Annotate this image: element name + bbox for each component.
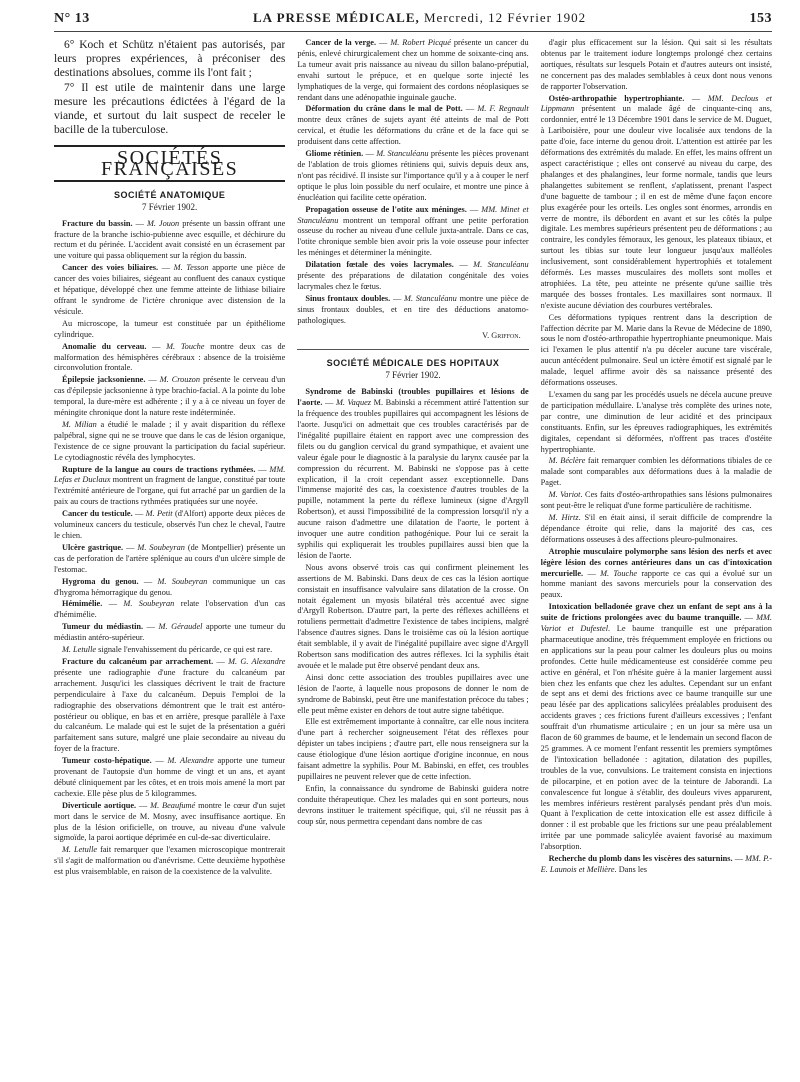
entry-text: . S'il en était ainsi, il serait difficile de comprendre la dépendance étroite qui relie, dans la majorité des cas, ces déformations osseuses à des affections pleuro-pulmonaires. — [540, 512, 772, 544]
entry-author: MM. Variot et Dufestel — [540, 613, 772, 634]
entry-heading: Hygroma du genou. — [62, 576, 139, 586]
entry-text: présente des préparations de dilatation congénitale des voies lacrymales chez le fœtus. — [297, 271, 529, 291]
entry-text: Ces déformations typiques rentrent dans la description de l'affection décrite par M. Marie dans la Revue de Médecine de 1890, sous le nom d'ostéo-arthropathie hypertrophiante pneumonique. Mais ici l'examen le plus attentif n'a pu déceler aucune tare viscérale, aucun antécédent pulmonaire. Seul un ictère émotif est signalé par le malade, lequel affirme avoir dès sa naissance présenté des déformations osseuses. — [540, 312, 772, 388]
entry-heading: Cancer des voies biliaires. — [62, 263, 159, 273]
section-title: SOCIÉTÉS FRANÇAISES — [54, 145, 285, 182]
column-3 — [541, 38, 772, 1078]
entry-paragraph: Atrophie musculaire polymorphe sans lésion des nerfs et avec légère lésion des cornes antérieures dans un cas d'intoxication mercurielle. — M. Touche rapporte ce cas qui a évolué sur un homme maniant des savons mercuriels pour la conservation des peaux. — [540, 546, 772, 600]
column-2 — [297, 38, 528, 1078]
entry-text: montrent un temporal offrant une petite perforation osseuse du rocher au niveau d'une cellule juxta-antrale. Dans ce cas, l'otite chronique semble bien avoir pris la voie osseuse pour infecter les méninges et déterminer la méningite. — [297, 215, 529, 258]
signature: V. Griffon. — [482, 330, 521, 340]
entry-list — [54, 219, 285, 878]
entry-paragraph — [541, 390, 772, 455]
entry-text: présente le cerveau d'un cas d'épilepsie jacksonienne à type brachio-facial. A la pointe du lobe temporal, la dure-mère est adhérente ; il y a à ce niveau un foyer de méningite chronique dont la nature reste indéterminée. — [54, 375, 286, 418]
columns — [54, 38, 772, 1078]
entry-text: relate l'observation d'un cas d'hémimélie. — [54, 599, 286, 620]
entry-text: signale l'envahissement du péricarde, ce qui est rare. — [96, 645, 273, 655]
entry-author: M. Soubeyran — [123, 599, 175, 609]
entry-paragraph: Propagation osseuse de l'otite aux méninges. — MM. Minet et Stanculéanu montrent un temporal offrant une petite perforation osseuse du rocher au niveau d'une cellule juxta-antrale. Dans ce cas, l'otite chronique semble bien avoir pris la voie osseuse pour infecter les méninges et déterminer la méningite. — [297, 204, 529, 258]
entry-text: rapporte ce cas qui a évolué sur un homme maniant des savons mercuriels pour la conservation des peaux. — [540, 568, 772, 600]
entry-text: communique un cas d'hygroma hémorragique du genou. — [54, 576, 286, 597]
entry-heading: Atrophie musculaire polymorphe sans lésion des nerfs et avec légère lésion des cornes antérieures dans un cas d'intoxication mercurielle. — [540, 546, 772, 578]
journal-title — [253, 10, 586, 26]
entry-text: d'agir plus efficacement sur la lésion. Qui sait si les résultats obtenus par le traitement iodure longtemps prolongé chez certains aortiques, résultats sur lesquels Potain et d'autres auteurs ont insisté, ne concernent pas des malades semblables à ceux dont nous venons de rapporter l'observation. — [540, 38, 772, 91]
entry-paragraph: Ulcère gastrique. — M. Soubeyran (de Montpellier) présente un cas de perforation de l'artère splénique au cours d'un ulcère simple de l'estomac. — [54, 542, 286, 574]
entry-text: montre deux cas de malformation des hémisphères cérébraux : absence de la troisième circonvolution frontale. — [54, 341, 286, 373]
entry-text: apporte une pièce de cancer des voies biliaires, siégeant au confluent des canaux cystique et hépatique, développé chez une femme atteinte de lithiase biliaire offrant le syndrome de l'ictère chronique avec distension de la vésicule. — [54, 263, 286, 316]
entry-text: fait remarquer que l'examen microscopique montrerait s'il s'agit de malformation ou d'anévrisme. Cette deuxième hypothèse est plus vraisemblable, en raison de la coexistence de la valvulite. — [54, 845, 286, 877]
entry-text: fait remarquer combien les déformations tibiales de ce malade sont comparables aux déformations dues à la maladie de Paget. — [540, 456, 772, 488]
entry-paragraph — [541, 490, 772, 512]
entry-paragraph: Diverticule aortique. — M. Beaufumé montre le cœur d'un sujet mort dans le service de M. Mosny, avec insuffisance aortique. En plus de la lésion orificielle, on trouve, au niveau d'une valvule sigmoïde, la paroi aortique déprimée en cul-de-sac diverticulaire. — [54, 800, 286, 843]
entry-paragraph: Syndrome de Babinski (troubles pupillaires et lésions de l'aorte. — M. Vaquez M. Babinski a récemment attiré l'attention sur la fréquence des troubles pupillaires qui accompagnent les lésions de l'aorte. Jusqu'ici on admettait que ces troubles caractérisés par de l'inégalité pupillaire étaient en rapport avec une compression des filets ou du ganglion cervical du grand sympathique, et avaient une valeur égale pour le diagnostic à la paralysie du larynx causée par la compression du récurrent. M. Babinski ne s'oppose pas à cette explication, il la croit cependant assez exceptionnelle. Dans l'immense majorité des cas, la coexistence d'autres troubles de la pupille, notamment la perte du réflexe lumineux (signe d'Argyll Robertson), et aussi l'impossibilité de la compression lorsqu'il n'y a aucune raison d'admettre une dilatation de l'aorte, le portent à invoquer une autre condition pathogénique. Pour lui ce serait la syphilis qui expliquerait les troubles pupillaires aussi bien que la lésion de l'aorte. — [297, 387, 529, 560]
entry-heading: Ulcère gastrique. — [62, 542, 124, 552]
entry-text: a étudié le malade ; il y avait disparition du réflexe palpébral, signe qui ne se trouve que dans le cas de lésion organique, l'existence de ce signe prouvant la participation du facial supérieur. Le cytodiagnostic révéla des lymphocytes. — [54, 419, 286, 462]
entry-text: apporte une tumeur provenant de l'autopsie d'un homme de vingt et un ans, et ayant débuté cliniquement par les côtes, et en trois mois amené la mort par cachexie. Elle pèse plus de 5 kilogrammes. — [54, 756, 286, 798]
entry-paragraph — [541, 513, 772, 546]
entry-heading: Syndrome de Babinski (troubles pupillaires et lésions de l'aorte. — [297, 387, 529, 408]
entry-text: (d'Alfort) apporte deux pièces de volumineux cancers du testicule, observés l'un chez le cheval, l'autre le chien. — [54, 509, 286, 540]
entry-author: M. Hirtz — [548, 512, 579, 522]
entry-heading: Fracture du calcanéum par arrachement. — [62, 656, 214, 666]
entry-text: Ainsi donc cette association des troubles pupillaires avec une lésion de l'aorte, à laquelle nous proposons de donner le nom de syndrome de Babinski, peut être une manifestation précoce du tabes ; elle peut même exister en dehors de tout autre signe tabétique. — [297, 672, 529, 715]
entry-text: apporte une tumeur du médiastin antéro-supérieur. — [54, 622, 286, 643]
entry-paragraph — [54, 845, 285, 878]
entry-heading: Gliome rétinien. — [305, 149, 364, 159]
entry-text: montre deux crânes de sujets ayant été atteints de mal de Pott cervical, et étudie les déformations du crâne et de la face qui se produisent dans cette affection. — [297, 115, 529, 147]
entry-heading: Tumeur du médiastin. — [62, 622, 144, 632]
entry-paragraph: Dilatation fœtale des voies lacrymales. — M. Stanculéanu présente des préparations de dilatation congénitale des voies lacrymales chez le fœtus. — [297, 260, 529, 291]
entry-paragraph — [297, 563, 528, 672]
entry-heading: Intoxication belladonée grave chez un enfant de sept ans à la suite de frictions prolongées avec du baume tranquille. — [540, 602, 772, 623]
entry-author: M. Touche — [166, 341, 205, 351]
entry-paragraph: Cancer de la verge. — M. Robert Picqué présente un cancer du pénis, enlevé chirurgicalement chez un homme de soixante-cinq ans. La tumeur avait pris naissance au niveau du sillon balano-préputial, envahi surtout le prépuce, et en quelque sorte injecté les lymphatiques de la verge, qui formaient des cordons néoplasiques se rendant dans une adénopathie inguinale gauche. — [297, 38, 529, 102]
entry-author: M. Stanculéanu — [473, 260, 529, 270]
entry-author: M. Stanculéanu — [404, 293, 457, 303]
entry-author: M. Jouon — [146, 218, 180, 228]
entry-paragraph — [54, 645, 285, 656]
entry-paragraph: Tumeur du médiastin. — M. Géraudel apporte une tumeur du médiastin antéro-supérieur. — [54, 622, 286, 643]
entry-paragraph: Déformation du crâne dans le mal de Pott. — M. F. Regnault montre deux crânes de sujets ayant été atteints de mal de Pott cervical, et étudie les déformations du crâne et de la face qui se produisent dans cette affection. — [297, 104, 529, 147]
entry-heading: Dilatation fœtale des voies lacrymales. — [305, 260, 454, 270]
entry-heading: Cancer de la verge. — [305, 38, 377, 47]
entry-text: présentent un malade âgé de cinquante-cinq ans, cordonnier, entré le 13 Décembre 1901 dans le service de M. Duguet, à Lariboisière, pour une douleur vive localisée aux tendons de la patte d'oie, face interne du genou droit. L'attention est attirée par les déformations des extrémités du malade. En effet, les mains offrent un aspect caractéristique ; elles ont conservé au niveau du carpe, des phalanges et des phalangines, leur forme normale, tandis que leurs phalangettes subitement se renflent, s'aplatissent, prenant l'aspect d'une baguette de tambour ; il en est de même d'une façon encore plus exagérée pour les orteils. Les ongles sont énormes, arrondis en verre de montre, ils débordent en avant et sur les côtés la pulpe digitale. Les membres supérieurs présentent peu de déformations ; au contraire, les condyles fémoraux, les genoux, les plateaux tibiaux, et surtout les tibias sur toute leur longueur jusqu'aux malléoles inclusivement, sont considérablement hypertrophiés et totalement déformés. Les masses musculaires des mollets sont molles et atrophiées. La tête, peu atteinte ne présente qu'une saillie très marquée des bosses frontales. Les maxillaires sont normaux. Il n'existe aucune déviation des courbures vertébrales. — [540, 104, 772, 310]
entry-text: présente un cancer du pénis, enlevé chirurgicalement chez un homme de soixante-cinq ans. La tumeur avait pris naissance au niveau du sillon balano-préputial, envahi surtout le prépuce, et en quelque sorte injecté les lymphatiques de la verge, qui formaient des cordons néoplasiques se rendant dans une adénopathie inguinale gauche. — [297, 38, 529, 102]
entry-paragraph: Fracture du calcanéum par arrachement. — M. G. Alexandre présente une radiographie d'une fracture du calcanéum par arrachement. Jusqu'ici les classiques décrivent le trait de fracture perpendiculaire à l'axe du calcanéum. Depuis l'emploi de la radiographie des observations démontrent que le trait est antéro-postérieur ou oblique, en bas et en arrière, presque parallèle à l'axe du calcanéum. Le malade qui est le sujet de la présentation a guéri parfaitement sans suture, malgré une plaie secondaire au niveau du foyer de la fracture. — [54, 656, 286, 754]
entry-text: M. Babinski a récemment attiré l'attention sur la fréquence des troubles pupillaires qui accompagnent les lésions de l'aorte. Jusqu'ici on admettait que ces troubles caractérisés par de l'inégalité pupillaire étaient en rapport avec une compression des filets ou du ganglion cervical du grand sympathique, et avaient une valeur égale pour le diagnostic à la paralysie du larynx causée par la compression du récurrent. M. Babinski ne s'oppose pas à cette explication, il la croit cependant assez exceptionnelle. Dans l'immense majorité des cas, la coexistence d'autres troubles de la pupille, notamment la perte du réflexe lumineux (signe d'Argyll Robertson), et aussi l'impossibilité de la compression lorsqu'il n'y a aucune raison d'admettre une dilatation de l'aorte, le portent à invoquer une autre condition pathogénique. Pour lui ce serait la syphilis qui expliquerait les troubles pupillaires aussi bien que la lésion de l'aorte. — [297, 398, 529, 560]
entry-list — [541, 38, 772, 876]
lead-paragraph: 7° Il est utile de maintenir dans une large mesure les précautions édictées à l'égard de la viande, et surtout du lait suspect de receler le bacille de la tuberculose. — [54, 82, 286, 136]
entry-author: M. Touche — [600, 568, 638, 578]
entry-text: . Dans les — [614, 864, 648, 874]
entry-text: présente les pièces provenant de l'ablation de trois gliomes rétiniens qui, suivis depuis deux ans, n'ont pas récidivé. Il insiste sur l'importance qu'il y a à couper le nerf optique le plus loin possible du nerf oculaire, et montre une pince à énucléation qui facilite cette opération. — [297, 149, 529, 202]
society-date: 7 Février 1902. — [142, 201, 198, 212]
entry-author: M. Béclère — [548, 456, 586, 466]
issue-date: Mercredi, 12 Février 1902 — [424, 10, 587, 25]
entry-text: montre une pièce de sinus frontaux doubles, et en tire des déductions anatomo-pathologiques. — [297, 293, 529, 325]
issue-number: N° 13 — [54, 11, 90, 26]
entry-paragraph — [541, 456, 772, 489]
entry-text: présente un bassin offrant une fracture de la branche ischio-pubienne avec esquille, et déchirure du rectum et du périnée. L'accident avait consisté en un écrasement par une voiture qui passa obliquement sur la région du bassin. — [54, 218, 286, 261]
entry-author: MM. P.-E. Launois et Mellière — [540, 854, 772, 874]
entry-author: M. Milian — [62, 419, 97, 429]
entry-heading: Rupture de la langue au cours de tractions rythmées. — [62, 464, 256, 474]
entry-paragraph: Fracture du bassin. — M. Jouon présente un bassin offrant une fracture de la branche ischio-pubienne avec esquille, et déchirure du rectum et du périnée. L'accident avait consisté en un écrasement par une voiture qui passa obliquement sur la région du bassin. — [54, 218, 286, 261]
entry-paragraph: Ostéo-arthropathie hypertrophiante. — MM. Declous et Lippmann présentent un malade âgé de cinquante-cinq ans, cordonnier, entré le 13 Décembre 1901 dans le service de M. Duguet, à Lariboisière, pour une douleur vive localisée aux tendons de la patte d'oie, face interne du genou droit. L'attention est attirée par les déformations des extrémités du malade. En effet, les mains offrent un aspect caractéristique ; elles ont conservé au niveau du carpe, des phalanges et des phalangines, leur forme normale, tandis que leurs phalangettes subitement se renflent, s'aplatissent, prenant l'aspect d'une baguette de tambour ; il en est de même d'une façon encore plus exagérée pour les orteils. Les ongles sont énormes, arrondis en verre de montre, ils débordent en avant et sur les côtés la pulpe digitale. Les membres supérieurs présentent peu de déformations ; au contraire, les condyles fémoraux, les genoux, les plateaux tibiaux, et surtout les tibias sur toute leur longueur jusqu'aux malléoles inclusivement, sont considérablement hypertrophiés et totalement déformés. Les masses musculaires des mollets sont molles et atrophiées. La tête, peu atteinte ne présente qu'une saillie très marquée des bosses frontales. Les maxillaires sont normaux. Il n'existe aucune déviation des courbures vertébrales. — [540, 93, 772, 310]
page-header — [54, 10, 772, 32]
entry-heading: Propagation osseuse de l'otite aux méninges. — [305, 204, 467, 214]
entry-paragraph: Gliome rétinien. — M. Stanculéanu présente les pièces provenant de l'ablation de trois gliomes rétiniens qui, suivis depuis deux ans, n'ont pas récidivé. Il insiste sur l'importance qu'il y a à couper le nerf optique le plus loin possible du nerf oculaire, et montre une pince à énucléation qui facilite cette opération. — [297, 149, 529, 202]
entry-list — [297, 38, 528, 327]
entry-paragraph — [297, 717, 528, 782]
entry-author: M. Crouzon — [159, 375, 200, 385]
entry-text: présente une radiographie d'une fracture du calcanéum par arrachement. Jusqu'ici les classiques décrivent le trait de fracture perpendiculaire à l'axe du calcanéum. Depuis l'emploi de la radiographie des observations démontrent que le trait est antéro-postérieur ou oblique, en bas et en arrière, presque parallèle à l'axe du calcanéum. Le malade qui est le sujet de la présentation a guéri parfaitement sans suture, malgré une plaie secondaire au niveau du foyer de la fracture. — [54, 667, 286, 754]
entry-paragraph — [54, 420, 285, 464]
entry-author: M. G. Alexandre — [228, 656, 286, 666]
entry-author: M. Robert Picqué — [390, 38, 451, 47]
entry-heading: Ostéo-arthropathie hypertrophiante. — [548, 93, 685, 103]
entry-paragraph: Cancer des voies biliaires. — M. Tesson apporte une pièce de cancer des voies biliaires, siégeant au confluent des canaux cystique et hépatique, développé chez une femme atteinte de lithiase biliaire offrant le syndrome de l'ictère chronique avec distension de la vésicule. — [54, 263, 286, 316]
column-1 — [54, 38, 285, 1078]
entry-heading: Sinus frontaux doubles. — [305, 293, 391, 303]
entry-author: MM. Declous et Lippmann — [540, 93, 772, 114]
entry-heading: Tumeur costo-hépatique. — [62, 756, 152, 766]
entry-heading: Cancer du testicule. — [62, 509, 133, 519]
entry-heading: Diverticule aortique. — [62, 800, 137, 810]
entry-heading: Hémimélie. — [62, 599, 103, 609]
entry-paragraph — [54, 319, 285, 341]
entry-author: M. Petit — [145, 509, 173, 519]
entry-author: M. Beaufumé — [150, 800, 196, 810]
entry-text: . Le baume tranquille est une préparation pharmaceutique anodine, très fréquemment employée en frictions ou en applications sur la peau pour calmer les douleurs plus ou moins profondes. Cette huile médicamenteuse est considérée comme peu active en général, et l'on n'hésite guère à la manier largement aussi bien chez les enfants que chez les adultes. Cependant sur un enfant de sept ans et demi des frictions avec ce baume tranquille sur une peau lésée par des applications salicylées préalables produisent des accidents graves ; ces frictions furent d'ailleurs excessives ; l'enfant souffrait d'un rhumatisme articulaire ; en un jour sa mère usa un flacon de 60 grammes de baume, et le lendemain un second flacon de 25 grammes. A ce moment l'enfant ressentit les premiers symptômes de l'intoxication belladonée : agitation, dilatation des pupilles, troubles de la vue, convulsions. Le traitement consista en injections de pilocarpine, et en potion avec de la teinture de Jaborandi. La convalescence fut longue à s'établir, des douleurs vives apparurent, les membres inférieurs restèrent paralysés pendant près d'un mois. Quant à l'explication de cette intoxication elle est assez difficile à donner : il est probable que les frictions sur une peau préalablement irritée par une pommade salicylée avaient favorisé au maximum l'absorption. — [540, 624, 772, 852]
entry-paragraph — [541, 38, 772, 93]
entry-author: M. Variot — [548, 490, 581, 500]
society-name: SOCIÉTÉ MÉDICALE DES HOPITAUX — [326, 358, 500, 369]
entry-paragraph: Hémimélie. — M. Soubeyran relate l'observation d'un cas d'hémimélie. — [54, 599, 286, 620]
entry-author: M. Letulle — [62, 645, 97, 655]
entry-text: (de Montpellier) présente un cas de perforation de l'artère splénique au cours d'un ulcère simple de l'estomac. — [54, 542, 286, 574]
entry-paragraph: Cancer du testicule. — M. Petit (d'Alfort) apporte deux pièces de volumineux cancers du testicule, observés l'un chez le cheval, l'autre le chien. — [54, 509, 286, 540]
entry-paragraph: Intoxication belladonée grave chez un enfant de sept ans à la suite de frictions prolongées avec du baume tranquille. — MM. Variot et Dufestel. Le baume tranquille est une préparation pharmaceutique anodine, très fréquemment employée en frictions ou en applications sur la peau pour calmer les douleurs plus ou moins profondes. Cette huile médicamenteuse est considérée comme peu active en général, et l'on n'hésite guère à la manier largement aussi bien chez les enfants que chez les adultes. Cependant sur un enfant de sept ans et demi des frictions avec ce baume tranquille sur une peau lésée par des applications salicylées préalables produisent des accidents graves ; ces frictions furent d'ailleurs excessives ; l'enfant souffrait d'un rhumatisme articulaire ; en un jour sa mère usa un flacon de 60 grammes de baume, et le lendemain un second flacon de 25 grammes. A ce moment l'enfant ressentit les premiers symptômes de l'intoxication belladonée : agitation, dilatation des pupilles, troubles de la vue, convulsions. Le traitement consista en injections de pilocarpine, et en potion avec de la teinture de Jaborandi. La convalescence fut longue à s'établir, des douleurs vives apparurent, les membres inférieurs restèrent paralysés pendant près d'un mois. Quant à l'explication de cette intoxication elle est assez difficile à donner : il est probable que les frictions sur une peau préalablement irritée par une pommade salicylée avaient favorisé au maximum l'absorption. — [540, 602, 772, 852]
entry-heading: Fracture du bassin. — [62, 218, 133, 228]
entry-paragraph: Rupture de la langue au cours de tractions rythmées. — MM. Lefas et Duclaux montrent un fragment de langue, constitué par toute l'extrémité antérieure de l'organe, qui fut arraché par un gardien de la paix au cours de tractions rythmées pratiquées sur une noyée. — [54, 464, 286, 507]
society-name: SOCIÉTÉ ANATOMIQUE — [113, 189, 226, 200]
entry-paragraph: Épilepsie jacksonienne. — M. Crouzon présente le cerveau d'un cas d'épilepsie jacksonienne à type brachio-facial. A la pointe du lobe temporal, la dure-mère est adhérente ; il y a à ce niveau un foyer de méningite chronique dont la nature reste indéterminée. — [54, 375, 286, 418]
entry-heading: Anomalie du cerveau. — [62, 341, 147, 351]
entry-paragraph: Hygroma du genou. — M. Soubeyran communique un cas d'hygroma hémorragique du genou. — [54, 576, 286, 597]
entry-author: M. Géraudel — [158, 622, 203, 632]
entry-text: montrent un fragment de langue, constitué par toute l'extrémité antérieure de l'organe, qui fut arraché par un gardien de la paix au cours de tractions rythmées pratiquées sur une noyée. — [54, 475, 286, 507]
entry-paragraph: Anomalie du cerveau. — M. Touche montre deux cas de malformation des hémisphères cérébraux : absence de la troisième circonvolution frontale. — [54, 341, 286, 373]
entry-list — [297, 387, 528, 827]
entry-text: Elle est extrêmement importante à connaître, car elle nous incitera d'une part à rechercher soigneusement l'état des réflexes pour dépister un tabes incipiens ; d'autre part, elle nous renseignera sur la cause étiologique d'une lésion aortique d'origine inconnue, en nous faisant admettre la syphilis. Pour M. Babinski, en effet, ces troubles pupillaires ne peuvent relever que de cette infection. — [297, 717, 529, 781]
entry-paragraph — [297, 673, 528, 717]
society-date: 7 Février 1902. — [385, 370, 441, 381]
entry-paragraph: Sinus frontaux doubles. — M. Stanculéanu montre une pièce de sinus frontaux doubles, et en tire des déductions anatomo-pathologiques. — [297, 293, 529, 325]
entry-paragraph: Recherche du plomb dans les viscères des saturnins. — MM. P.-E. Launois et Mellière. Dans les — [540, 854, 772, 874]
entry-paragraph — [297, 784, 528, 828]
entry-author: M. F. Regnault — [477, 104, 529, 114]
entry-author: M. Soubeyran — [137, 542, 185, 552]
entry-text: Enfin, la connaissance du syndrome de Babinski guidera notre conduite thérapeutique. Chez les malades qui en sont porteurs, nous devrons instituer le traitement spécifique, qui, s'il ne réussit pas à coup sûr, nous permettra cependant dans nombre de cas — [297, 783, 529, 826]
entry-text: montre le cœur d'un sujet mort dans le service de M. Mosny, avec insuffisance aortique. En plus de la lésion orificielle, on trouve, au niveau d'une valvule sigmoïde, la paroi aortique déprimée en cul-de-sac diverticulaire. — [54, 800, 286, 843]
entry-author: M. Alexandre — [167, 756, 214, 766]
entry-text: Au microscope, la tumeur est constituée par un épithéliome cylindrique. — [54, 318, 286, 339]
entry-text: . Ces faits d'ostéo-arthropathies sans lésions pulmonaires sont peut-être le reliquat d'une forme particulière de rachitisme. — [540, 490, 772, 511]
entry-heading: Épilepsie jacksonienne. — [62, 375, 146, 385]
entry-paragraph: Tumeur costo-hépatique. — M. Alexandre apporte une tumeur provenant de l'autopsie d'un homme de vingt et un ans, et ayant débuté cliniquement par les côtes, et en trois mois amené la mort par cachexie. Elle pèse plus de 5 kilogrammes. — [54, 756, 286, 798]
entry-author: M. Vaquez — [335, 398, 372, 408]
entry-author: MM. Minet et Stanculéanu — [297, 204, 529, 225]
entry-heading: Déformation du crâne dans le mal de Pott. — [305, 104, 463, 114]
entry-author: M. Letulle — [62, 845, 98, 855]
entry-author: MM. Lefas et Duclaux — [54, 464, 286, 485]
entry-author: M. Stanculéanu — [376, 149, 429, 159]
entry-paragraph — [541, 313, 772, 389]
entry-text: L'examen du sang par les procédés usuels ne décela aucune preuve de participation médullaire. L'analyse très complète des urines note, par contre, une diminution de leur acidité et des principaux constituants. Enfin, sur les épreuves radiographiques, les extrémités digitales, cependant si déformées, n'offrent pas traces d'ostéite hypertrophiante. — [540, 390, 772, 454]
entry-author: M. Tesson — [173, 263, 209, 273]
page-number: 153 — [749, 11, 772, 26]
lead-paragraph: 6° Koch et Schütz n'étaient pas autorisés, par leurs propres expériences, à préconiser des destinations absolues, comme ils l'ont fait ; — [54, 39, 286, 79]
entry-heading: Recherche du plomb dans les viscères des saturnins. — [548, 854, 733, 864]
entry-author: M. Soubeyran — [157, 576, 208, 586]
lead-paragraphs — [54, 38, 285, 137]
journal-name: LA PRESSE MÉDICALE, — [253, 10, 420, 25]
divider — [297, 349, 528, 350]
entry-text: Nous avons observé trois cas qui confirment pleinement les assertions de M. Babinski. Dans deux de ces cas la lésion aortique consistait en insuffisance valvulaire sans dilatation de la crosse. On notait également un myosis bilatéral très accentué avec signe d'Argyll Robertson. D'autre part, la perte des réflexes achilléens et rotuliens permettait d'admettre l'existence de tabes incipiens, malgré l'absence d'autres signes. Dans le troisième cas où la lésion aortique était semblable, il y avait de l'inégalité pupillaire avec signe d'Argyll Robertson sans modification des autres réflexes. Ici la syphilis était avouée et le malade put être observé pendant deux ans. — [297, 562, 529, 670]
